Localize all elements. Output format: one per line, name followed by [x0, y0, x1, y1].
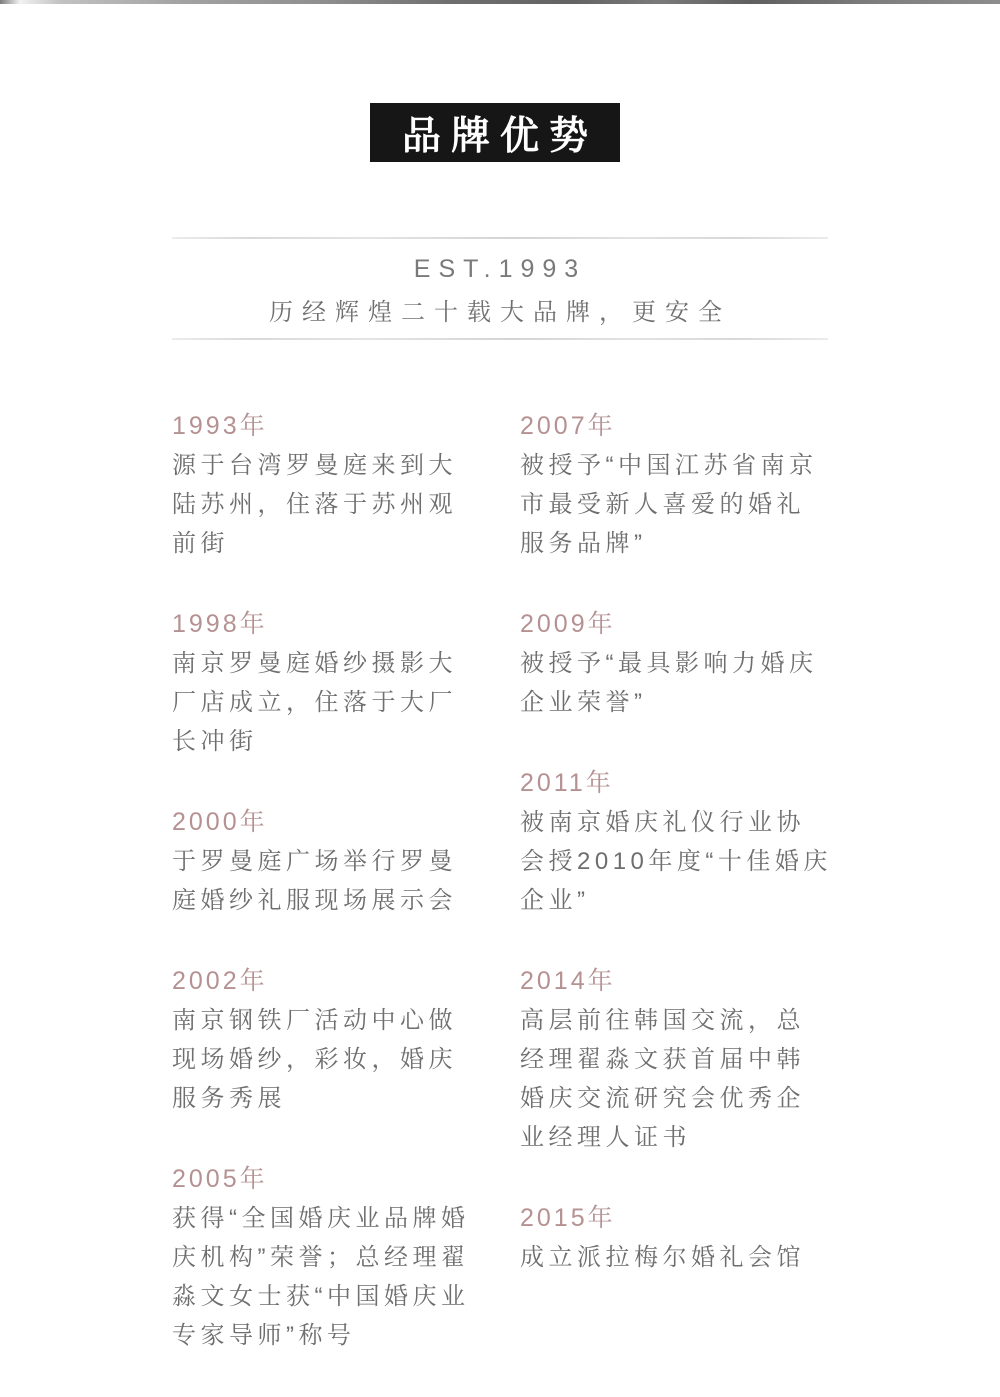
- entry-text: 被授予“中国江苏省南京市最受新人喜爱的婚礼服务品牌”: [520, 452, 818, 557]
- timeline-entry: [172, 803, 472, 920]
- entry-year: 2011年: [520, 769, 614, 797]
- divider-bottom: [172, 338, 828, 340]
- entry-text: 源于台湾罗曼庭来到大陆苏州，住落于苏州观前街: [172, 452, 457, 557]
- entry-year: 2005年: [172, 1165, 268, 1193]
- entry-text: 高层前往韩国交流，总经理翟淼文获首届中韩婚庆交流研究会优秀企业经理人证书: [520, 1007, 805, 1151]
- page-title: 品牌优势: [401, 112, 598, 159]
- top-image-edge: [0, 0, 1000, 4]
- timeline-entry: [172, 1160, 472, 1355]
- timeline-entry: [172, 605, 472, 761]
- established-label: EST.1993: [413, 255, 587, 283]
- timeline-entry: [172, 407, 472, 563]
- entry-year: 2014年: [520, 967, 616, 995]
- entry-text: 南京罗曼庭婚纱摄影大厂店成立，住落于大厂长冲街: [172, 650, 457, 755]
- entry-text: 获得“全国婚庆业品牌婚庆机构”荣誉；总经理翟淼文女士获“中国婚庆业专家导师”称号: [172, 1205, 470, 1349]
- timeline-column-left: [172, 407, 472, 1397]
- timeline-entry: [520, 407, 832, 563]
- entry-year: 2002年: [172, 967, 268, 995]
- brand-timeline: [172, 407, 832, 1397]
- entry-year: 2009年: [520, 610, 616, 638]
- entry-text: 成立派拉梅尔婚礼会馆: [520, 1244, 805, 1271]
- entry-year: 1998年: [172, 610, 268, 638]
- entry-text: 南京钢铁厂活动中心做现场婚纱，彩妆，婚庆服务秀展: [172, 1007, 457, 1112]
- timeline-entry: [520, 764, 832, 920]
- timeline-entry: [520, 605, 832, 722]
- entry-year: 1993年: [172, 412, 268, 440]
- timeline-column-right: [520, 407, 832, 1319]
- timeline-entry: [520, 1199, 832, 1277]
- entry-text: 被南京婚庆礼仪行业协会授2010年度“十佳婚庆企业”: [520, 809, 832, 914]
- timeline-entry: [172, 962, 472, 1118]
- entry-year: 2000年: [172, 808, 268, 836]
- entry-text: 于罗曼庭广场举行罗曼庭婚纱礼服现场展示会: [172, 848, 457, 914]
- section-title-box: [370, 103, 620, 162]
- section-subtitle: 历经辉煌二十载大品牌，更安全: [269, 299, 731, 326]
- entry-text: 被授予“最具影响力婚庆企业荣誉”: [520, 650, 818, 716]
- timeline-entry: [520, 962, 832, 1157]
- entry-year: 2015年: [520, 1204, 616, 1232]
- entry-year: 2007年: [520, 412, 616, 440]
- divider-top: [172, 237, 828, 239]
